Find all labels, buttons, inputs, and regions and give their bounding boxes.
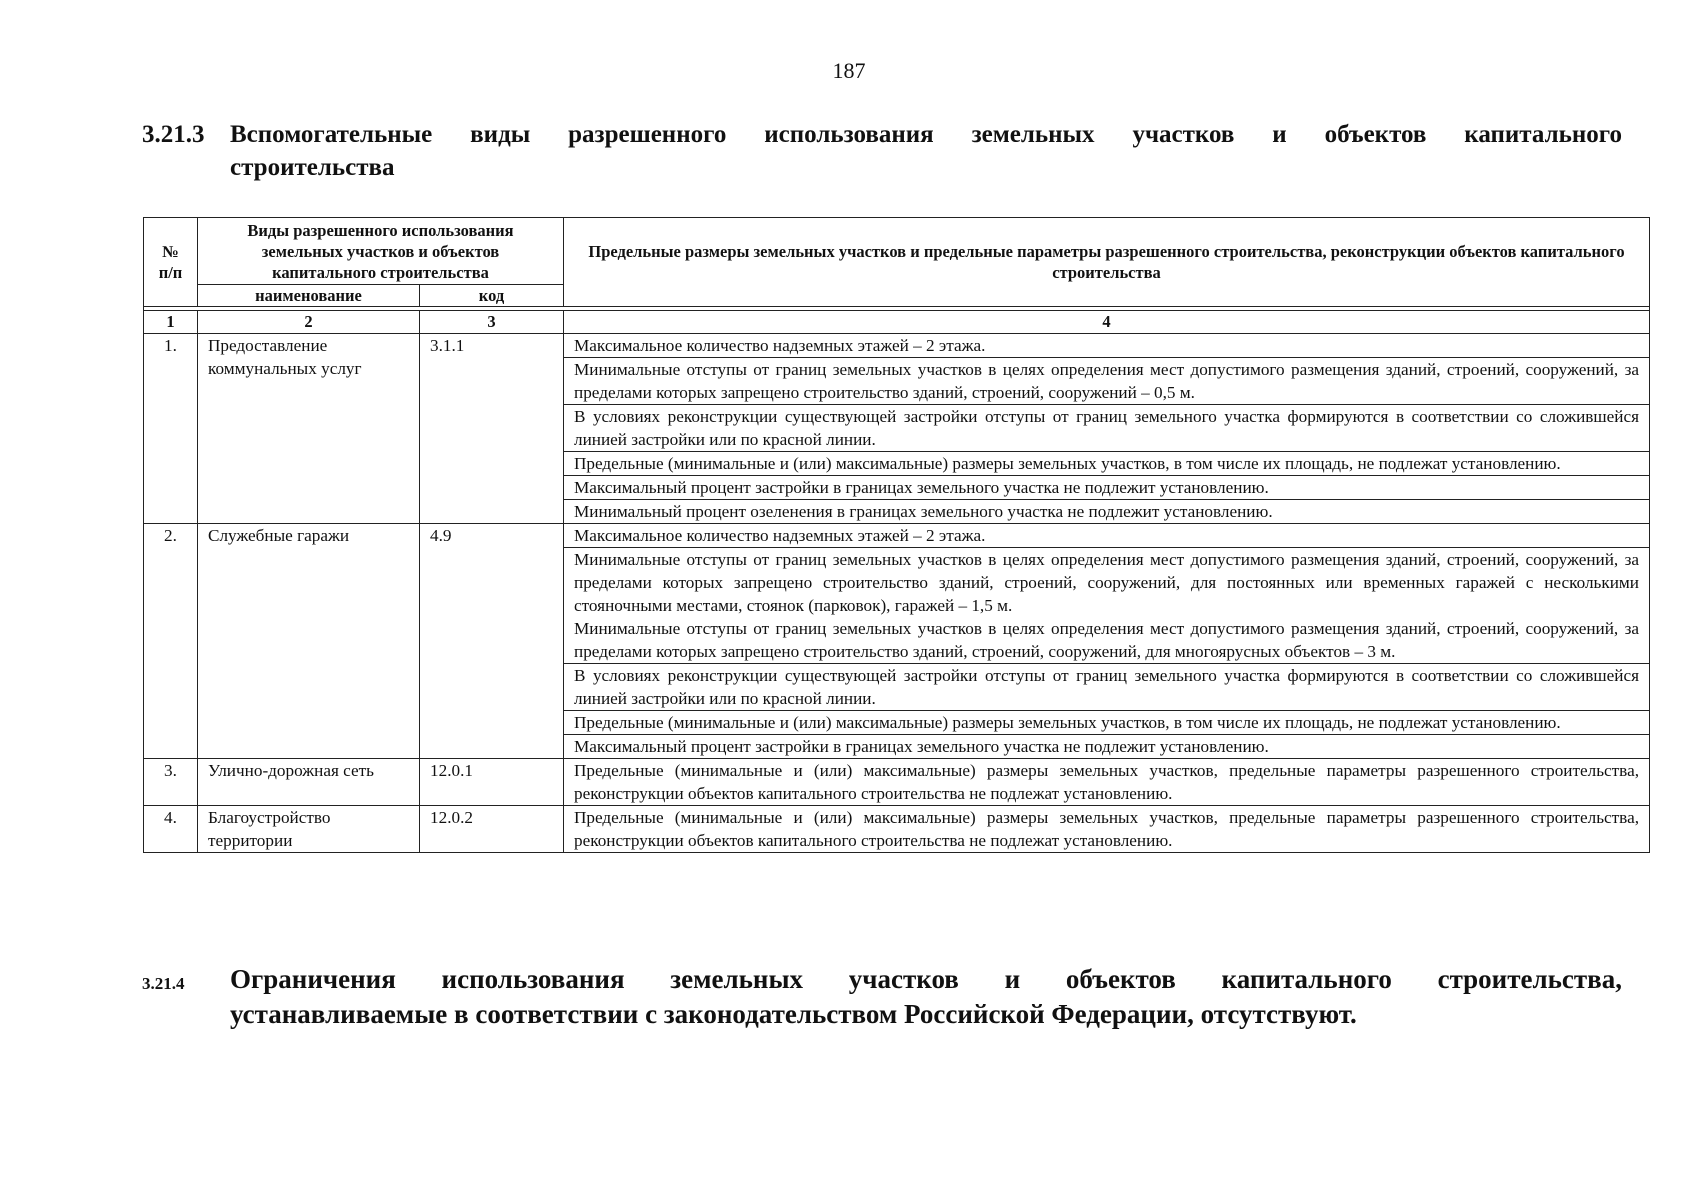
row-param: Минимальные отступы от границ земельных участков в целях определения мест допустимого размещения зданий, строений, сооружений, за пределами которых запрещено строительство зданий, строений, сооружений – 0,5 м. xyxy=(564,358,1650,405)
row-param: Минимальный процент озеленения в границах земельного участка не подлежит установлению. xyxy=(564,500,1650,524)
column-number: 3 xyxy=(420,311,564,334)
permitted-use-table xyxy=(143,217,1650,853)
table-row xyxy=(144,806,1650,853)
section-heading-text xyxy=(230,118,1622,184)
restrictions-line1: Ограничения использования земельных участков и объектов капитального строительства, xyxy=(230,964,1622,994)
row-use-code: 12.0.2 xyxy=(420,806,564,853)
section-heading-number: 3.21.3 xyxy=(142,121,205,148)
row-param: Предельные (минимальные и (или) максимальные) размеры земельных участков, в том числе их площадь, не подлежат установлению. xyxy=(564,452,1650,476)
row-use-code: 4.9 xyxy=(420,524,564,759)
page-number: 187 xyxy=(832,58,866,83)
row-number: 3. xyxy=(144,759,198,806)
header-num: № п/п xyxy=(144,218,198,307)
table-row xyxy=(144,524,1650,548)
row-use-name: Предоставление коммунальных услуг xyxy=(198,334,420,524)
restrictions-section-text xyxy=(230,962,1622,1032)
row-use-code: 3.1.1 xyxy=(420,334,564,524)
row-use-name: Улично-дорожная сеть xyxy=(198,759,420,806)
row-param: Минимальные отступы от границ земельных участков в целях определения мест допустимого размещения зданий, строений, сооружений, за пределами которых запрещено строительство зданий, строений, сооружений, для постоянных или временных гаражей с несколькими стояночными местами, стоянок (парковок), гаражей – 1,5 м. xyxy=(574,550,1639,615)
row-param: Предельные (минимальные и (или) максимальные) размеры земельных участков, в том числе их площадь, не подлежат установлению. xyxy=(564,711,1650,735)
table-row xyxy=(144,759,1650,806)
restrictions-section xyxy=(142,962,1622,1032)
row-param: Максимальный процент застройки в границах земельного участка не подлежит установлению. xyxy=(564,476,1650,500)
row-use-name: Служебные гаражи xyxy=(198,524,420,759)
section-heading-line2: строительства xyxy=(230,154,395,181)
table-row xyxy=(144,334,1650,358)
row-param: В условиях реконструкции существующей застройки отступы от границ земельного участка формируются в соответствии со сложившейся линией застройки или по красной линии. xyxy=(564,664,1650,711)
section-heading-line1: Вспомогательные виды разрешенного использования земельных участков и объектов капитального xyxy=(230,121,1622,148)
row-number: 2. xyxy=(144,524,198,759)
restrictions-section-number: 3.21.4 xyxy=(142,974,185,993)
column-number: 4 xyxy=(564,311,1650,334)
row-param: Максимальный процент застройки в границах земельного участка не подлежит установлению. xyxy=(564,735,1650,759)
header-code: код xyxy=(420,285,564,307)
column-number: 1 xyxy=(144,311,198,334)
row-param: Максимальное количество надземных этажей – 2 этажа. xyxy=(564,334,1650,358)
header-types: Виды разрешенного использования земельных участков и объектов капитального строительства xyxy=(198,218,564,285)
row-param: Предельные (минимальные и (или) максимальные) размеры земельных участков, предельные параметры разрешенного строительства, реконструкции объектов капитального строительства не подлежат установлению. xyxy=(564,759,1650,806)
row-number: 1. xyxy=(144,334,198,524)
section-heading xyxy=(142,118,1622,184)
column-number: 2 xyxy=(198,311,420,334)
row-use-code: 12.0.1 xyxy=(420,759,564,806)
row-param: Минимальные отступы от границ земельных участков в целях определения мест допустимого размещения зданий, строений, сооружений, за пределами которых запрещено строительство зданий, строений, сооружений, для многоярусных объектов – 3 м. xyxy=(574,619,1639,661)
row-param: Предельные (минимальные и (или) максимальные) размеры земельных участков, предельные параметры разрешенного строительства, реконструкции объектов капитального строительства не подлежат установлению. xyxy=(564,806,1650,853)
row-number: 4. xyxy=(144,806,198,853)
header-name: наименование xyxy=(198,285,420,307)
restrictions-line2: устанавливаемые в соответствии с законодательством Российской Федерации, отсутствуют. xyxy=(230,999,1357,1029)
row-param: Максимальное количество надземных этажей – 2 этажа. xyxy=(564,524,1650,548)
row-use-name: Благоустройство территории xyxy=(198,806,420,853)
row-param: В условиях реконструкции существующей застройки отступы от границ земельного участка формируются в соответствии со сложившейся линией застройки или по красной линии. xyxy=(564,405,1650,452)
row-param-group xyxy=(564,548,1650,664)
header-params: Предельные размеры земельных участков и предельные параметры разрешенного строительства, реконструкции объектов капитального строительства xyxy=(564,218,1650,307)
column-numbers-row xyxy=(144,311,1650,334)
